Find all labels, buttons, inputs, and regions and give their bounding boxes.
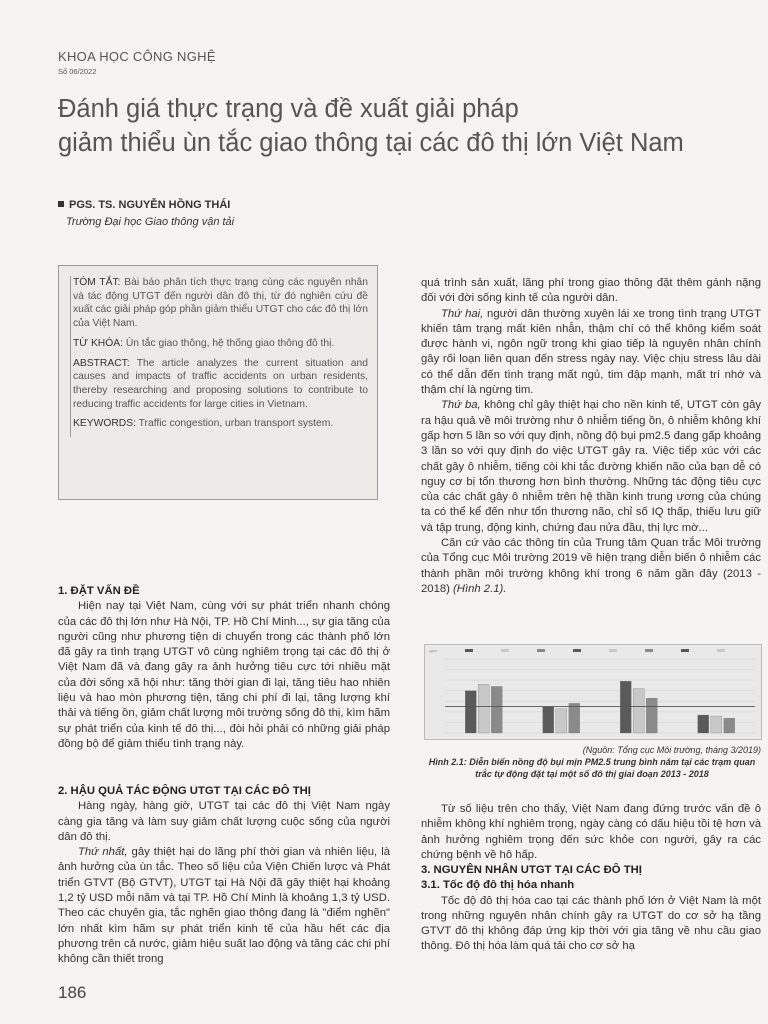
tomtat-paragraph — [73, 276, 368, 331]
chart-bar — [569, 703, 580, 733]
monitoring-text: Căn cứ vào các thông tin của Trung tâm Quan trắc Môi trường của Tổng cục Môi trường 2019 về hiện trạng diễn biến ô nhiễm các thành phần môi trường không khí trong 6 năm gần đây (2013 - 2018) — [421, 537, 761, 595]
chart-legend-swatch — [645, 649, 653, 652]
monitoring-paragraph — [421, 536, 761, 597]
chart-legend-swatch — [537, 649, 545, 652]
section-3-heading: 3. NGUYÊN NHÂN UTGT TẠI CÁC ĐÔ THỊ — [421, 864, 642, 876]
article-title — [58, 92, 758, 160]
thu-ba-text: không chỉ gây thiệt hại cho nền kinh tế, UTGT còn gây ra hậu quả về môi trường như ô nhiễm tiếng ồn, ô nhiễm không khí gấp hơn 5 lần so với quy định, nồng độ bụi pm2.5 đang gấp khoảng 3 lần so với quy định do việc UTGT gây ra. Việc tiếp xúc với các chất gây ô nhiễm, tiếng còi khi tắc đường khiến não của bạn dễ có nguy cơ bị tổn thương hơn bình thường. Những tác động tiêu cực của các chất gây ô nhiễm trên hệ thần kinh trung ương của chúng ta có thể kể đến như tổn thương não, chỉ số IQ thấp, thiếu lưu giữ và tập trung, động kinh, chứng đau nửa đầu, thị lực mờ... — [421, 399, 762, 534]
author-affiliation: Trường Đại học Giao thông vận tải — [66, 216, 235, 228]
section-2-paragraph-1: Hàng ngày, hàng giờ, UTGT tại các đô thị Việt Nam ngày càng gia tăng và làm suy giảm chất lượng cuộc sống của người dân đô thị. — [58, 800, 390, 843]
chart-bar — [465, 691, 476, 733]
section-1 — [58, 584, 390, 752]
section-1-heading: 1. ĐẶT VẤN ĐỀ — [58, 585, 140, 597]
figure-reference: (Hình 2.1). — [453, 582, 507, 595]
section-3-1-heading: 3.1. Tốc độ đô thị hóa nhanh — [421, 879, 575, 892]
abstract-paragraph — [73, 357, 368, 412]
issue-number: Số 06/2022 — [58, 67, 97, 76]
keywords-text: Traffic congestion, urban transport system. — [138, 418, 334, 430]
chart-bar — [633, 689, 644, 733]
after-figure-text: Từ số liệu trên cho thấy, Việt Nam đang đứng trước vấn đề ô nhiễm không khí nghiêm trọng, ngày càng có dấu hiệu tồi tệ hơn và ảnh hưởng nghiêm trọng đến sức khỏe con người, gây ra các chứng bệnh về hô hấp. — [421, 803, 761, 861]
thu-hai-text: người dân thường xuyên lái xe trong tình trạng UTGT khiến tâm trạng mất kiên nhẫn, thậm chí có thể không kiểm soát được hành vi, ngôn ngữ trong khi giao tiếp là nguyên nhân chính gây rối loạn liên quan đến stress ngày nay. Việc chịu stress lâu dài có thể dẫn đến tình trạng mất ngủ, tim đập mạnh, mất trí nhớ và thậm chí là ngừng tim. — [421, 307, 761, 397]
chart-legend-swatch — [465, 649, 473, 652]
chart-legend-swatch — [717, 649, 725, 652]
thu-hai-lead: Thứ hai, — [441, 307, 484, 320]
right-column-top — [421, 276, 761, 597]
chart-bar — [491, 686, 502, 733]
chart-bar — [646, 698, 657, 733]
section-2-heading: 2. HẬU QUẢ TÁC ĐỘNG UTGT TẠI CÁC ĐÔ THỊ — [58, 785, 311, 797]
section-3-1-paragraph: Tốc độ đô thị hóa cao tại các thành phố lớn ở Việt Nam là một trong những nguyên nhân chính gây ra UTGT do cơ sở hạ tầng GTVT đô thị không đáp ứng kịp thời với gia tăng về nhu cầu giao thông. Đô thị hóa làm quá tải cho cơ sở hạ — [421, 894, 761, 953]
thu-ba-paragraph — [421, 398, 761, 536]
chart-legend-swatch — [501, 649, 509, 652]
tukhoa-paragraph — [73, 337, 368, 351]
chart-bar — [724, 718, 735, 733]
abstract-label: ABSTRACT: — [73, 357, 130, 369]
abstract-content — [70, 276, 368, 437]
pm25-chart-svg — [425, 645, 761, 739]
page-number: 186 — [58, 983, 87, 1002]
keywords-paragraph — [73, 417, 368, 431]
chart-legend-swatch — [681, 649, 689, 652]
abstract-text: The article analyzes the current situation and causes and impacts of traffic accidents on urban residents, thereby researching and proposing solutions to contribute to reducing traffic accidents for large cities in Vietnam. — [73, 357, 368, 410]
thu-nhat-lead: Thứ nhất, — [78, 846, 128, 859]
chart-bar — [620, 681, 631, 733]
chart-bar — [478, 684, 489, 733]
abstract-box — [58, 265, 378, 500]
title-line-1: Đánh giá thực trạng và đề xuất giải pháp — [58, 95, 519, 123]
thu-hai-paragraph — [421, 307, 761, 399]
tomtat-label: TÓM TẮT: — [73, 277, 121, 288]
thu-nhat-text: gây thiệt hại do lãng phí thời gian và nhiên liệu, là ảnh hưởng của ùn tắc. Theo số liệu của Viện Chiến lược và Phát triển GTVT (Bộ GTVT), UTGT tại Hà Nội đã gây thiệt hại khoảng 1,2 tỷ USD mỗi năm và tại TP. Hồ Chí Minh là khoảng 1,3 tỷ USD. Theo các chuyên gia, tắc nghẽn giao thông đang là "điểm nghẽn" lớn nhất kìm hãm sự phát triển kinh tế của hầu hết các địa phương trên cả nước, giảm hiệu suất lao động và tăng các chi phí không cần thiết trong — [58, 846, 390, 966]
tomtat-text: Bài báo phân tích thực trạng cùng các nguyên nhân và tác động UTGT đến người dân đô thị, từ đó nghiên cứu đề xuất các giải pháp góp phần giảm thiểu UTGT cho các đô thị lớn của Việt Nam. — [73, 277, 369, 330]
chart-bar — [698, 715, 709, 733]
chart-legend-swatch — [609, 649, 617, 652]
section-2-paragraph-2 — [58, 845, 390, 967]
pm25-chart — [424, 644, 762, 740]
chart-y-unit: µg/m³ — [429, 649, 437, 653]
continuation-paragraph: quá trình sản xuất, lãng phí trong giao thông đặt thêm gánh nặng đối với đời sống kinh tế của người dân. — [421, 277, 761, 305]
chart-bar — [543, 707, 554, 733]
chart-legend-swatch — [573, 649, 581, 652]
tukhoa-label: TỪ KHÓA: — [73, 337, 123, 349]
keywords-label: KEYWORDS: — [73, 418, 136, 430]
bullet-square-icon — [58, 201, 64, 207]
figure-caption: Hình 2.1: Diễn biến nồng độ bụi mịn PM2.5 trung bình năm tại các trạm quan trắc tự động đặt tại một số đô thị giai đoạn 2013 - 2018 — [428, 757, 756, 779]
after-figure-paragraph — [421, 802, 761, 863]
section-2 — [58, 784, 390, 968]
figure-source: (Nguồn: Tổng cục Môi trường, tháng 3/2019) — [582, 745, 761, 755]
title-line-2: giảm thiểu ùn tắc giao thông tại các đô thị lớn Việt Nam — [58, 129, 684, 157]
author-name: PGS. TS. NGUYỄN HỒNG THÁI — [69, 199, 231, 211]
tukhoa-text: Ùn tắc giao thông, hệ thống giao thông đô thị. — [125, 337, 335, 349]
author — [58, 199, 230, 211]
chart-bar — [556, 709, 567, 733]
section-label: KHOA HỌC CÔNG NGHỆ — [58, 49, 216, 64]
thu-ba-lead: Thứ ba, — [441, 399, 481, 412]
section-3 — [421, 863, 761, 955]
chart-bar — [711, 716, 722, 733]
section-1-paragraph: Hiện nay tại Việt Nam, cùng với sự phát triển nhanh chóng của các đô thị lớn như Hà Nội, TP. Hồ Chí Minh..., sự gia tăng của người cũng như phương tiện di chuyển trong các thành phố lớn đã gây ra tình trạng UTGT vô cùng nghiêm trọng tại các đô thị ở Việt Nam đã và đang gây ra ảnh hưởng tiêu cực tới nhiều mặt của đời sống xã hội như: tăng thời gian đi lại, tăng tiêu hao nhiên liệu và hao mòn phương tiện, tăng chi phí đi lại, tăng lượng khí thải và tiếng ồn, giảm chất lượng môi trường sống đô thị, kìm hãm sự phát triển của kinh tế đô thị..., đòi hỏi phải có những giải pháp đồng bộ để giảm thiểu tình trạng này. — [58, 600, 390, 750]
